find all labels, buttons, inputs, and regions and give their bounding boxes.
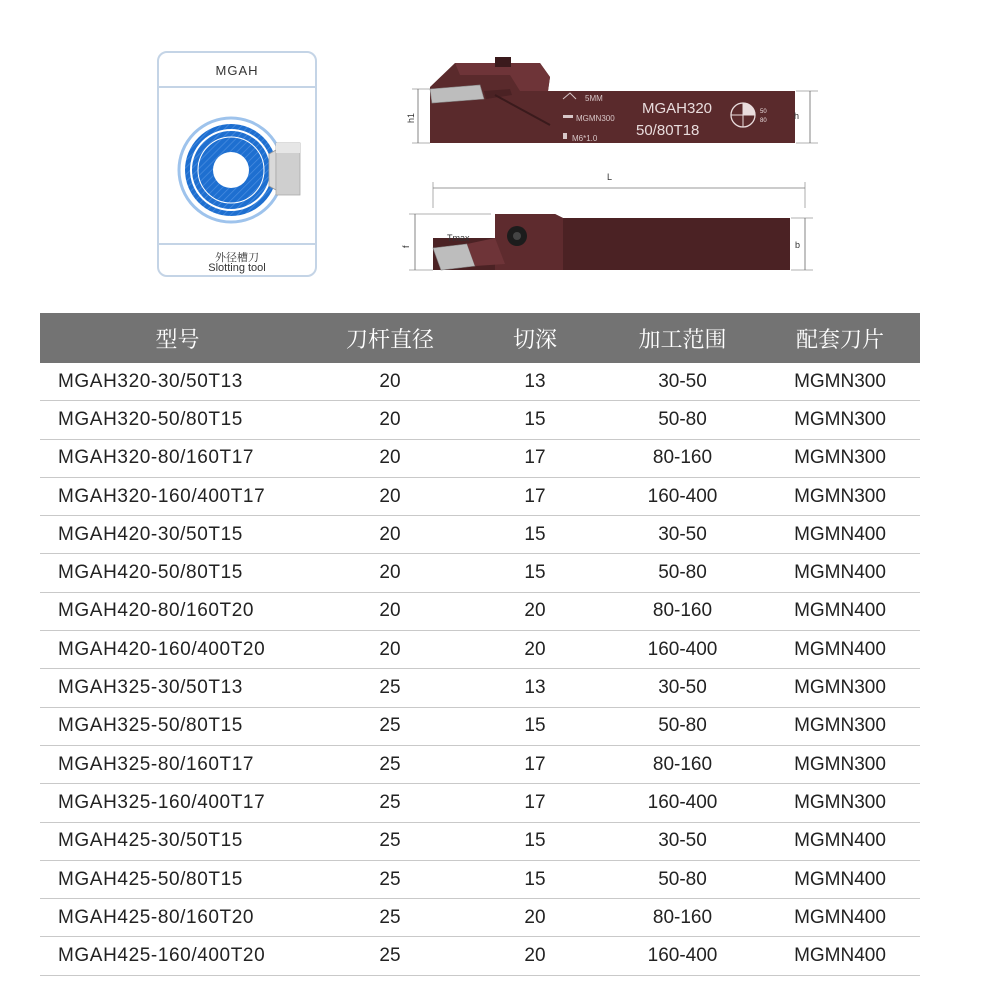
cell-model: MGAH425-160/400T20 [58, 945, 266, 967]
cell-cut-depth: 20 [524, 638, 546, 660]
cell-matching-insert: MGMN400 [794, 638, 886, 660]
cell-machining-range: 160-400 [647, 638, 718, 660]
engraving-thread: M6*1.0 [572, 134, 598, 143]
cell-cut-depth: 15 [524, 715, 546, 737]
dim-b-label: b [795, 240, 801, 250]
cell-cut-depth: 20 [524, 945, 546, 967]
cell-machining-range: 30-50 [658, 370, 707, 392]
dim-tmax-label: Tmax [447, 233, 470, 243]
badge-top-value: 50 [760, 109, 767, 115]
cell-machining-range: 30-50 [658, 523, 707, 545]
slotting-tool-icon [173, 88, 303, 258]
badge-bottom-value: 80 [760, 118, 767, 124]
cell-matching-insert: MGMN400 [794, 906, 886, 928]
cell-shank-diameter: 20 [379, 370, 401, 392]
table-row [40, 899, 920, 937]
cell-matching-insert: MGMN300 [794, 485, 886, 507]
table-row [40, 669, 920, 707]
cell-matching-insert: MGMN400 [794, 562, 886, 584]
cell-shank-diameter: 25 [379, 830, 401, 852]
cell-matching-insert: MGMN400 [794, 523, 886, 545]
table-row [40, 861, 920, 899]
cell-cut-depth: 13 [524, 370, 546, 392]
cell-machining-range: 50-80 [658, 715, 707, 737]
cell-shank-diameter: 25 [379, 906, 401, 928]
engraving-range: 50/80T18 [636, 122, 700, 139]
header-machining-range: 加工范围 [638, 326, 727, 352]
header-cut-depth: 切深 [512, 326, 557, 352]
cell-cut-depth: 20 [524, 906, 546, 928]
cell-machining-range: 80-160 [652, 447, 713, 469]
cell-machining-range: 80-160 [652, 906, 713, 928]
cell-model: MGAH425-80/160T20 [58, 906, 255, 928]
cell-shank-diameter: 20 [379, 638, 401, 660]
cell-shank-diameter: 20 [379, 447, 401, 469]
table-row [40, 784, 920, 822]
cell-cut-depth: 17 [524, 791, 546, 813]
table-row [40, 937, 920, 975]
dim-h1-label: h1 [406, 112, 416, 123]
holder-top-view-drawing [395, 168, 815, 278]
cell-cut-depth: 20 [524, 600, 546, 622]
cell-machining-range: 160-400 [647, 791, 718, 813]
cell-matching-insert: MGMN400 [794, 830, 886, 852]
cell-shank-diameter: 20 [379, 562, 401, 584]
table-row [40, 478, 920, 516]
cell-model: MGAH325-160/400T17 [58, 791, 266, 813]
cell-model: MGAH420-30/50T15 [58, 523, 243, 545]
cell-shank-diameter: 25 [379, 677, 401, 699]
cell-cut-depth: 13 [524, 677, 546, 699]
cell-machining-range: 30-50 [658, 830, 707, 852]
cell-machining-range: 30-50 [658, 677, 707, 699]
cell-matching-insert: MGMN300 [794, 715, 886, 737]
dim-h-label: h [794, 111, 800, 121]
cell-cut-depth: 17 [524, 753, 546, 775]
cell-matching-insert: MGMN300 [794, 408, 886, 430]
header-model: 型号 [155, 326, 200, 352]
dim-L-label: L [607, 172, 613, 182]
cell-shank-diameter: 25 [379, 945, 401, 967]
cell-model: MGAH420-50/80T15 [58, 562, 243, 584]
cell-machining-range: 80-160 [652, 600, 713, 622]
cell-cut-depth: 15 [524, 523, 546, 545]
table-row [40, 401, 920, 439]
cell-cut-depth: 15 [524, 408, 546, 430]
cell-model: MGAH325-80/160T17 [58, 753, 255, 775]
cell-shank-diameter: 20 [379, 523, 401, 545]
table-body [40, 363, 920, 976]
cell-shank-diameter: 20 [379, 485, 401, 507]
table-row [40, 516, 920, 554]
cell-cut-depth: 17 [524, 485, 546, 507]
cell-model: MGAH425-50/80T15 [58, 868, 243, 890]
cell-cut-depth: 15 [524, 562, 546, 584]
table-row [40, 746, 920, 784]
cell-shank-diameter: 25 [379, 868, 401, 890]
cell-machining-range: 50-80 [658, 868, 707, 890]
cell-shank-diameter: 20 [379, 600, 401, 622]
cell-model: MGAH420-80/160T20 [58, 600, 255, 622]
cell-cut-depth: 17 [524, 447, 546, 469]
card-label-cn: 外径槽刀 [215, 252, 259, 264]
header-shank-diameter: 刀杆直径 [345, 326, 434, 352]
cell-matching-insert: MGMN300 [794, 753, 886, 775]
card-label-en: Slotting tool [208, 262, 266, 274]
cell-model: MGAH325-50/80T15 [58, 715, 243, 737]
table-row [40, 708, 920, 746]
cell-matching-insert: MGMN400 [794, 868, 886, 890]
rotation-badge-icon [731, 103, 755, 127]
card-title: MGAH [215, 63, 259, 78]
header-matching-insert: 配套刀片 [795, 326, 884, 352]
cell-machining-range: 50-80 [658, 408, 707, 430]
engraving-insert: MGMN300 [576, 114, 615, 123]
cell-model: MGAH320-30/50T13 [58, 370, 243, 392]
table-row [40, 593, 920, 631]
card-divider-bottom [159, 243, 315, 245]
cell-matching-insert: MGMN300 [794, 677, 886, 699]
cell-model: MGAH425-30/50T15 [58, 830, 243, 852]
dim-f-label: f [401, 245, 411, 248]
cell-model: MGAH325-30/50T13 [58, 677, 243, 699]
engraving-depth: 5MM [585, 94, 603, 103]
holder-side-view-drawing [400, 55, 820, 165]
table-row [40, 631, 920, 669]
cell-matching-insert: MGMN400 [794, 945, 886, 967]
cell-matching-insert: MGMN300 [794, 370, 886, 392]
cell-model: MGAH420-160/400T20 [58, 638, 266, 660]
cell-machining-range: 80-160 [652, 753, 713, 775]
cell-machining-range: 160-400 [647, 945, 718, 967]
cell-shank-diameter: 25 [379, 791, 401, 813]
cell-matching-insert: MGMN300 [794, 447, 886, 469]
cell-machining-range: 160-400 [647, 485, 718, 507]
spec-table [40, 313, 920, 976]
table-row [40, 823, 920, 861]
table-header [40, 313, 920, 363]
cell-model: MGAH320-50/80T15 [58, 408, 243, 430]
cell-shank-diameter: 25 [379, 753, 401, 775]
cell-machining-range: 50-80 [658, 562, 707, 584]
tool-type-card [157, 51, 317, 277]
cell-cut-depth: 15 [524, 868, 546, 890]
cell-matching-insert: MGMN400 [794, 600, 886, 622]
cell-model: MGAH320-80/160T17 [58, 447, 255, 469]
cell-shank-diameter: 20 [379, 408, 401, 430]
table-row [40, 440, 920, 478]
table-row [40, 554, 920, 592]
cell-matching-insert: MGMN300 [794, 791, 886, 813]
table-row [40, 363, 920, 401]
engraving-model: MGAH320 [642, 100, 713, 117]
cell-model: MGAH320-160/400T17 [58, 485, 266, 507]
cell-cut-depth: 15 [524, 830, 546, 852]
cell-shank-diameter: 25 [379, 715, 401, 737]
